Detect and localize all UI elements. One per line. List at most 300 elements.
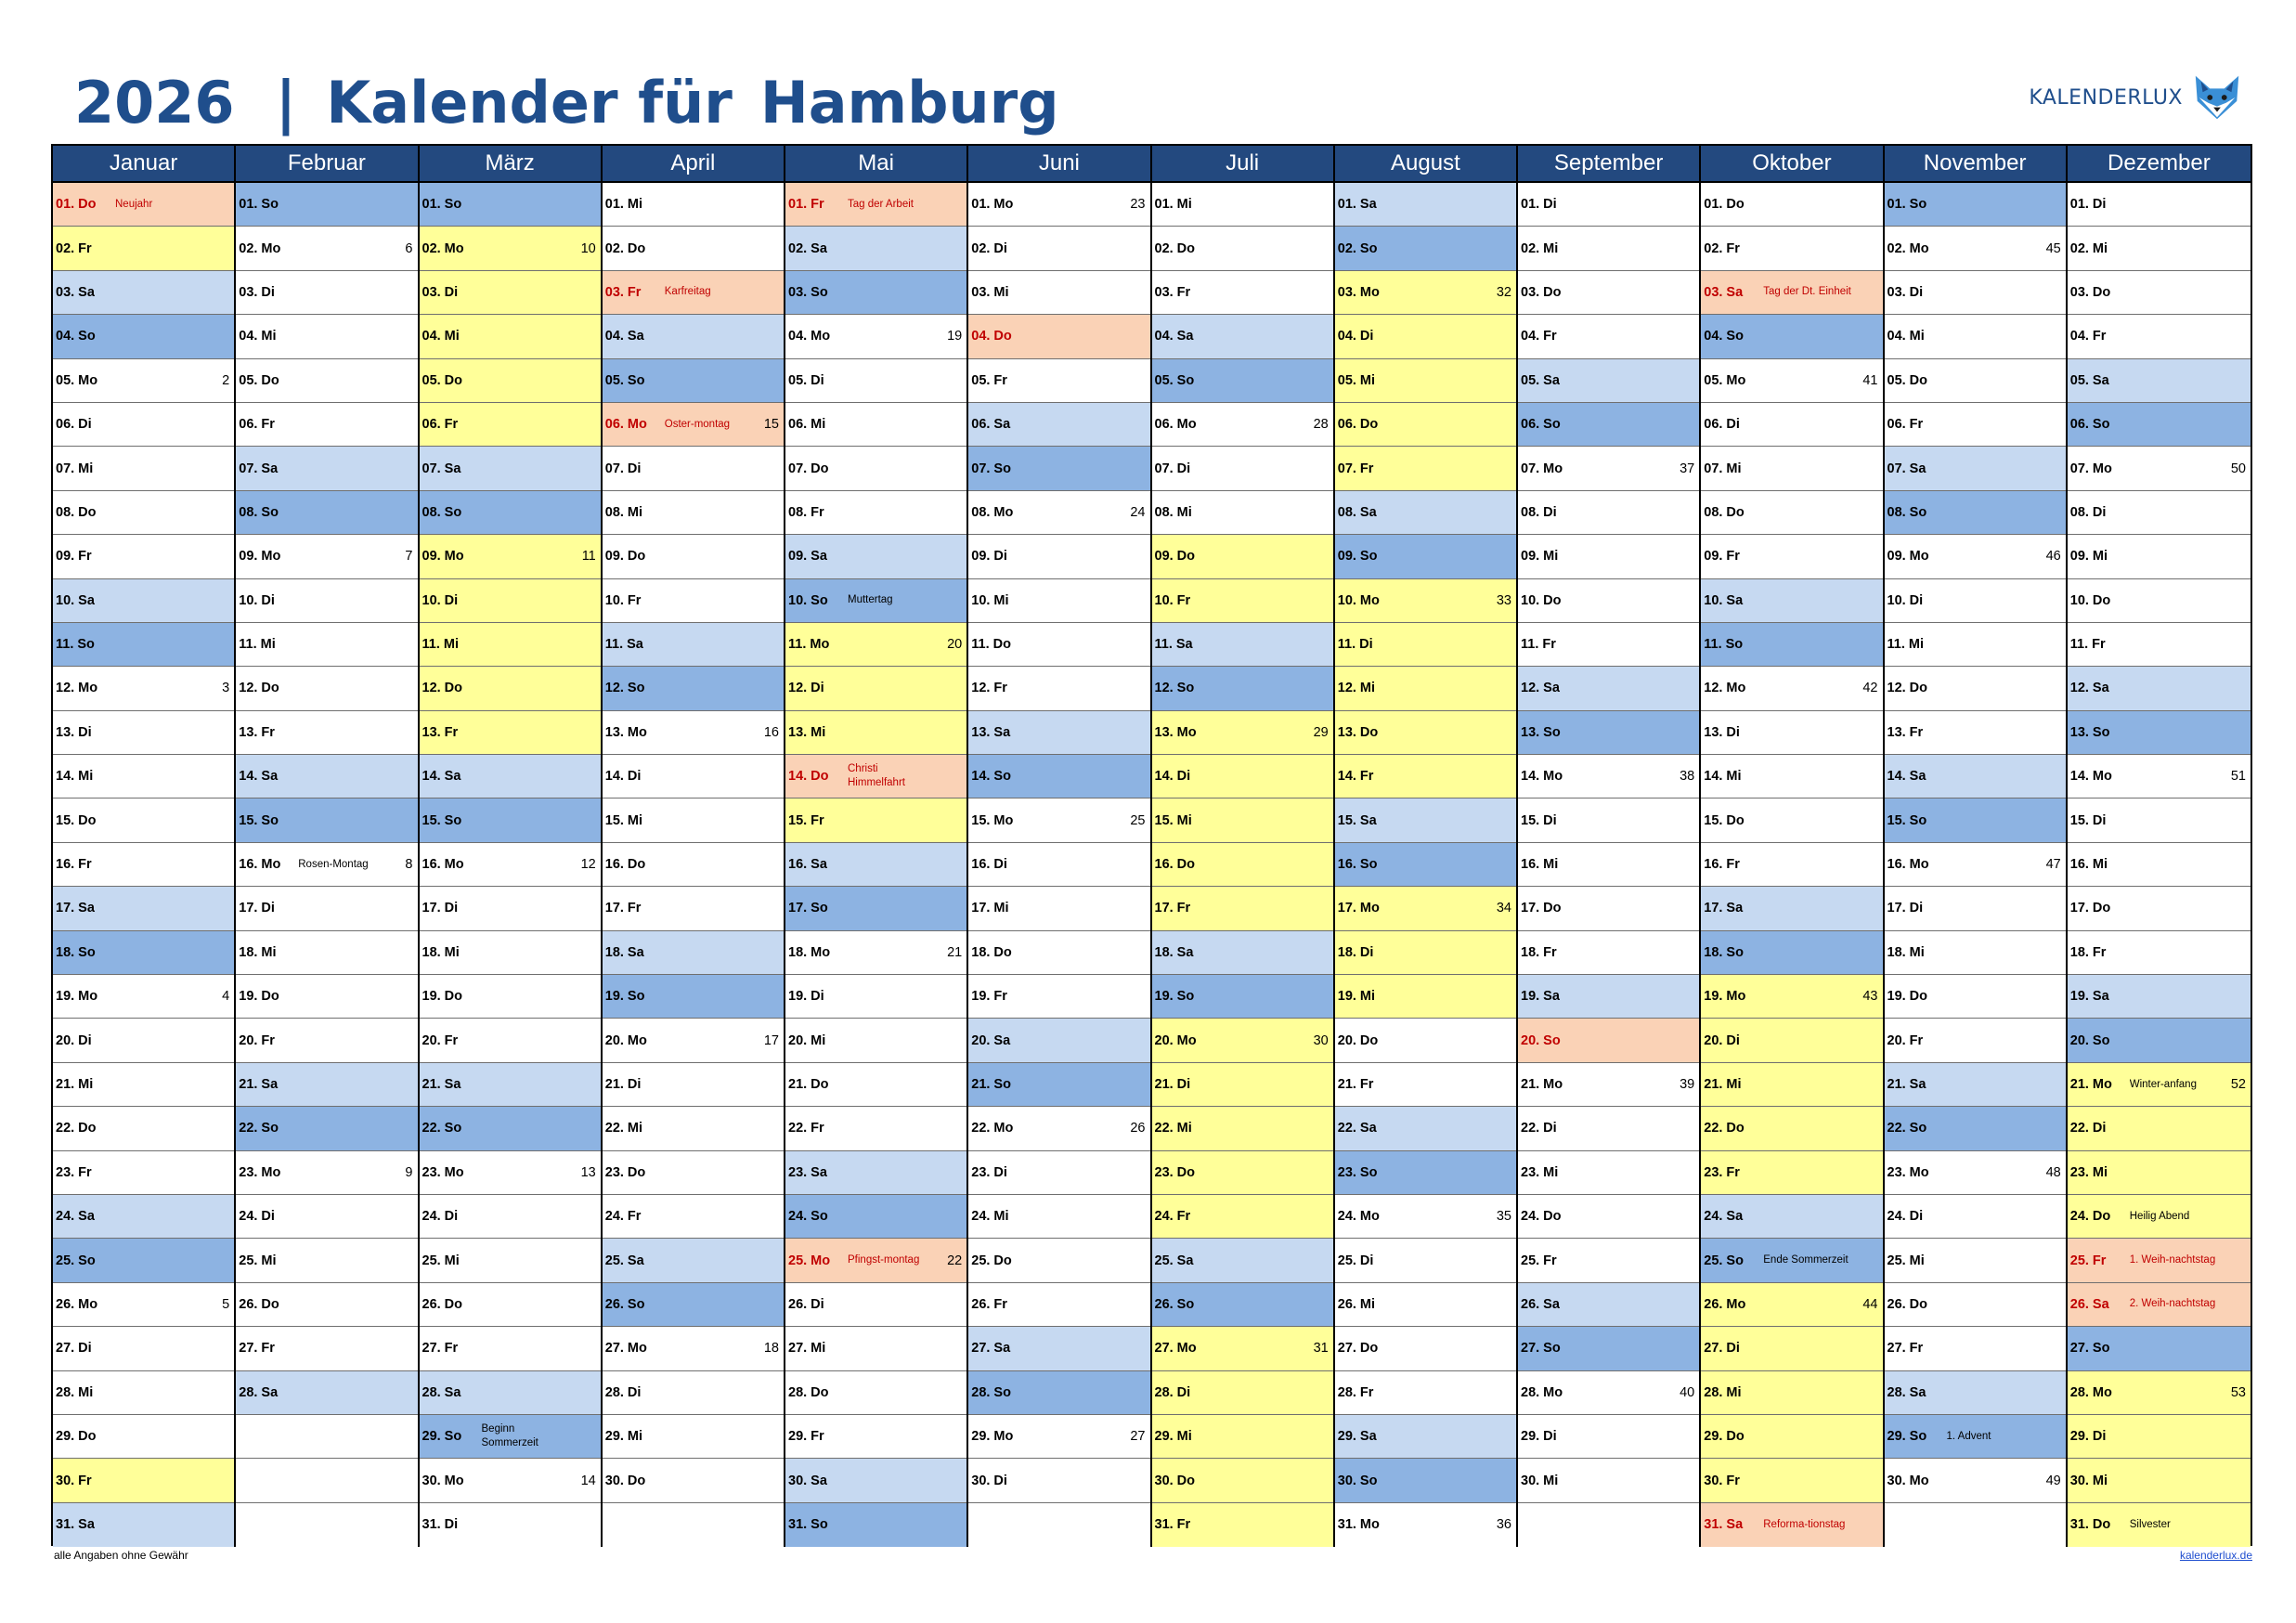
day-cell bbox=[968, 1195, 1149, 1239]
day-label: 07. Mo bbox=[1521, 461, 1563, 476]
day-label: 09. Mo bbox=[422, 549, 464, 565]
day-cell bbox=[785, 975, 966, 1019]
day-cell bbox=[1885, 799, 2066, 842]
day-label: 08. Di bbox=[1521, 504, 1557, 520]
day-cell bbox=[1885, 1063, 2066, 1107]
month-header: Mai bbox=[785, 146, 966, 183]
day-label: 23. Sa bbox=[788, 1164, 827, 1180]
day-label: 24. Sa bbox=[1704, 1209, 1744, 1225]
day-label: 29. Di bbox=[1521, 1429, 1557, 1445]
day-cell bbox=[1518, 1151, 1699, 1195]
day-cell bbox=[1701, 1415, 1882, 1459]
day-cell bbox=[420, 579, 601, 623]
day-cell bbox=[53, 1503, 234, 1547]
day-cell bbox=[420, 227, 601, 270]
day-label: 12. Sa bbox=[2069, 681, 2109, 696]
day-cell bbox=[420, 271, 601, 315]
day-cell bbox=[1335, 1063, 1516, 1107]
empty-day-cell bbox=[1518, 1503, 1699, 1547]
day-label: 05. So bbox=[604, 372, 645, 388]
day-label: 11. So bbox=[1704, 637, 1744, 653]
day-label: 30. Mo bbox=[1887, 1473, 1929, 1488]
day-label: 24. Di bbox=[1887, 1209, 1924, 1225]
day-label: 29. So bbox=[1887, 1429, 1927, 1445]
day-label: 15. Fr bbox=[788, 812, 824, 828]
week-number: 14 bbox=[580, 1473, 596, 1488]
day-label: 07. Fr bbox=[1337, 461, 1374, 476]
day-label: 02. Sa bbox=[788, 240, 827, 256]
day-cell bbox=[53, 403, 234, 447]
day-label: 02. Mo bbox=[1887, 240, 1929, 256]
day-cell bbox=[2068, 623, 2251, 667]
day-label: 03. Sa bbox=[56, 284, 95, 300]
day-label: 03. Di bbox=[422, 284, 459, 300]
day-cell bbox=[1701, 1151, 1882, 1195]
day-cell bbox=[785, 447, 966, 490]
day-label: 02. Do bbox=[1154, 240, 1196, 256]
page-title bbox=[74, 65, 1059, 139]
month-column-april bbox=[603, 146, 785, 1547]
day-label: 19. Fr bbox=[971, 989, 1007, 1005]
day-label: 15. So bbox=[422, 812, 462, 828]
day-label: 24. Mo bbox=[1337, 1209, 1380, 1225]
day-cell bbox=[1335, 183, 1516, 227]
day-label: 29. Do bbox=[1704, 1429, 1745, 1445]
day-label: 13. Fr bbox=[1887, 724, 1924, 740]
website-link[interactable]: kalenderlux.de bbox=[2179, 1549, 2252, 1562]
week-number: 31 bbox=[1313, 1341, 1329, 1357]
day-label: 04. Fr bbox=[1521, 329, 1557, 344]
day-label: 05. Sa bbox=[2069, 372, 2109, 388]
day-label: 16. Di bbox=[971, 857, 1007, 873]
day-cell bbox=[603, 755, 784, 799]
day-cell bbox=[1701, 623, 1882, 667]
day-cell bbox=[1152, 887, 1333, 930]
week-number: 43 bbox=[1862, 989, 1878, 1005]
day-label: 21. Mo bbox=[1521, 1077, 1563, 1092]
day-cell bbox=[603, 1415, 784, 1459]
day-label: 23. Do bbox=[604, 1164, 646, 1180]
day-cell bbox=[1152, 1063, 1333, 1107]
week-number: 19 bbox=[947, 329, 963, 344]
day-label: 23. Mo bbox=[1887, 1164, 1929, 1180]
week-number: 44 bbox=[1862, 1296, 1878, 1312]
day-cell bbox=[603, 667, 784, 710]
day-label: 02. Fr bbox=[56, 240, 92, 256]
day-label: 12. So bbox=[604, 681, 645, 696]
day-cell bbox=[236, 799, 417, 842]
day-cell bbox=[2068, 183, 2251, 227]
day-cell bbox=[420, 623, 601, 667]
day-cell bbox=[2068, 667, 2251, 710]
day-label: 08. Di bbox=[2069, 504, 2107, 520]
day-label: 27. Mo bbox=[604, 1341, 647, 1357]
day-cell bbox=[236, 315, 417, 358]
day-cell bbox=[236, 271, 417, 315]
day-label: 08. So bbox=[422, 504, 462, 520]
empty-day-cell bbox=[1885, 1503, 2066, 1547]
day-label: 14. Sa bbox=[422, 769, 461, 785]
day-label: 23. Mi bbox=[2069, 1164, 2108, 1180]
day-cell bbox=[1701, 975, 1882, 1019]
day-cell bbox=[785, 799, 966, 842]
day-label: 01. So bbox=[422, 197, 462, 213]
day-cell bbox=[1885, 1283, 2066, 1327]
day-label: 02. Do bbox=[604, 240, 646, 256]
day-cell bbox=[968, 1327, 1149, 1370]
day-label: 22. Do bbox=[56, 1121, 97, 1136]
day-cell bbox=[1518, 1371, 1699, 1415]
day-cell bbox=[1885, 711, 2066, 755]
day-cell bbox=[1152, 711, 1333, 755]
day-label: 13. So bbox=[2069, 724, 2110, 740]
day-cell bbox=[1701, 1459, 1882, 1502]
day-label: 11. Do bbox=[971, 637, 1011, 653]
day-cell bbox=[420, 887, 601, 930]
day-label: 06. Fr bbox=[239, 417, 275, 433]
day-label: 11. Sa bbox=[604, 637, 643, 653]
week-number: 33 bbox=[1496, 592, 1511, 608]
day-cell bbox=[236, 667, 417, 710]
day-cell bbox=[53, 667, 234, 710]
day-label: 10. Mi bbox=[971, 592, 1009, 608]
day-label: 28. Mi bbox=[56, 1384, 94, 1400]
day-cell bbox=[236, 623, 417, 667]
day-cell bbox=[785, 315, 966, 358]
day-label: 18. Sa bbox=[1154, 944, 1194, 960]
day-label: 02. Fr bbox=[1704, 240, 1740, 256]
day-cell bbox=[603, 359, 784, 403]
empty-day-cell bbox=[236, 1503, 417, 1547]
day-cell bbox=[1152, 1459, 1333, 1502]
day-label: 25. Mo bbox=[788, 1253, 831, 1268]
title-year: 2026 bbox=[74, 68, 235, 136]
day-cell bbox=[603, 799, 784, 842]
day-label: 29. Mo bbox=[971, 1429, 1014, 1445]
title-city: Hamburg bbox=[759, 68, 1059, 136]
day-label: 22. So bbox=[239, 1121, 279, 1136]
day-label: 19. Sa bbox=[2069, 989, 2109, 1005]
day-label: 16. So bbox=[1337, 857, 1378, 873]
day-cell bbox=[1335, 1283, 1516, 1327]
day-label: 23. Mi bbox=[1521, 1164, 1559, 1180]
day-cell bbox=[420, 711, 601, 755]
day-cell bbox=[785, 1415, 966, 1459]
day-cell bbox=[1152, 535, 1333, 578]
day-label: 05. Do bbox=[1887, 372, 1928, 388]
day-label: 06. Di bbox=[1704, 417, 1740, 433]
week-number: 37 bbox=[1680, 461, 1695, 476]
day-cell bbox=[1518, 403, 1699, 447]
day-cell bbox=[1701, 315, 1882, 358]
day-cell bbox=[1152, 843, 1333, 887]
day-label: 31. Do bbox=[2069, 1517, 2111, 1533]
day-label: 05. Di bbox=[788, 372, 824, 388]
day-label: 15. Mo bbox=[971, 812, 1014, 828]
day-cell bbox=[1518, 271, 1699, 315]
day-label: 20. So bbox=[1521, 1032, 1561, 1048]
day-label: 13. Mo bbox=[604, 724, 647, 740]
day-cell bbox=[420, 1239, 601, 1282]
day-cell bbox=[236, 1195, 417, 1239]
month-header: April bbox=[603, 146, 784, 183]
day-label: 13. Fr bbox=[422, 724, 459, 740]
day-label: 27. Sa bbox=[971, 1341, 1011, 1357]
day-label: 27. Di bbox=[56, 1341, 92, 1357]
day-label: 22. Di bbox=[2069, 1121, 2107, 1136]
day-cell bbox=[53, 1239, 234, 1282]
day-label: 27. Fr bbox=[1887, 1341, 1924, 1357]
day-label: 30. Fr bbox=[56, 1473, 92, 1488]
day-label: 02. Mi bbox=[1521, 240, 1559, 256]
week-number: 45 bbox=[2045, 240, 2061, 256]
day-label: 09. Sa bbox=[788, 549, 827, 565]
week-number: 29 bbox=[1313, 724, 1329, 740]
day-cell bbox=[420, 1283, 601, 1327]
day-note: 1. Advent bbox=[1946, 1430, 1991, 1442]
day-label: 04. Mo bbox=[788, 329, 831, 344]
day-label: 11. Fr bbox=[1521, 637, 1556, 653]
week-number: 20 bbox=[947, 637, 963, 653]
day-cell bbox=[236, 843, 417, 887]
day-cell bbox=[236, 1283, 417, 1327]
day-cell bbox=[603, 1327, 784, 1370]
day-cell bbox=[53, 1151, 234, 1195]
day-label: 22. Mo bbox=[971, 1121, 1014, 1136]
day-label: 12. Mi bbox=[1337, 681, 1376, 696]
day-label: 10. Do bbox=[1521, 592, 1562, 608]
day-cell bbox=[603, 1063, 784, 1107]
week-number: 27 bbox=[1130, 1429, 1146, 1445]
day-label: 12. Mo bbox=[56, 681, 98, 696]
day-cell bbox=[603, 1151, 784, 1195]
day-cell bbox=[1701, 271, 1882, 315]
day-cell bbox=[420, 1459, 601, 1502]
day-cell bbox=[2068, 1283, 2251, 1327]
day-label: 19. Do bbox=[239, 989, 279, 1005]
day-cell bbox=[1518, 447, 1699, 490]
day-label: 05. Do bbox=[422, 372, 463, 388]
day-cell bbox=[785, 931, 966, 975]
day-cell bbox=[1701, 183, 1882, 227]
week-number: 11 bbox=[581, 549, 596, 565]
day-label: 26. Do bbox=[422, 1296, 463, 1312]
day-cell bbox=[420, 1415, 601, 1459]
day-cell bbox=[1152, 1415, 1333, 1459]
day-cell bbox=[1885, 227, 2066, 270]
day-cell bbox=[2068, 1371, 2251, 1415]
week-number: 12 bbox=[580, 857, 596, 873]
day-label: 16. Mo bbox=[422, 857, 464, 873]
day-cell bbox=[968, 1459, 1149, 1502]
day-label: 28. Fr bbox=[1337, 1384, 1374, 1400]
day-cell bbox=[1518, 799, 1699, 842]
day-cell bbox=[1152, 931, 1333, 975]
day-cell bbox=[1885, 183, 2066, 227]
day-label: 25. Do bbox=[971, 1253, 1012, 1268]
day-label: 17. So bbox=[788, 901, 828, 916]
day-label: 26. Sa bbox=[1521, 1296, 1560, 1312]
day-label: 09. Mi bbox=[1521, 549, 1559, 565]
day-cell bbox=[53, 1195, 234, 1239]
day-cell bbox=[785, 843, 966, 887]
day-cell bbox=[968, 623, 1149, 667]
week-number: 9 bbox=[405, 1164, 413, 1180]
day-cell bbox=[1152, 359, 1333, 403]
day-cell bbox=[1885, 623, 2066, 667]
day-cell bbox=[1885, 887, 2066, 930]
day-cell bbox=[2068, 1459, 2251, 1502]
day-label: 14. Mi bbox=[1704, 769, 1742, 785]
day-label: 06. Di bbox=[56, 417, 92, 433]
day-label: 18. Mi bbox=[1887, 944, 1925, 960]
month-column-januar bbox=[53, 146, 236, 1547]
day-cell bbox=[53, 711, 234, 755]
day-label: 16. Do bbox=[1154, 857, 1196, 873]
day-cell bbox=[1885, 1459, 2066, 1502]
week-number: 23 bbox=[1130, 197, 1146, 213]
day-label: 05. Mo bbox=[1704, 372, 1746, 388]
day-label: 22. Mi bbox=[1154, 1121, 1192, 1136]
day-cell bbox=[2068, 975, 2251, 1019]
day-label: 27. So bbox=[2069, 1341, 2110, 1357]
day-cell bbox=[1701, 403, 1882, 447]
week-number: 32 bbox=[1496, 284, 1511, 300]
day-label: 25. Sa bbox=[1154, 1253, 1194, 1268]
day-cell bbox=[420, 1327, 601, 1370]
day-cell bbox=[1152, 1195, 1333, 1239]
day-cell bbox=[603, 623, 784, 667]
day-label: 05. Do bbox=[239, 372, 279, 388]
day-cell bbox=[968, 447, 1149, 490]
day-label: 28. Mo bbox=[2069, 1384, 2112, 1400]
day-label: 24. Fr bbox=[604, 1209, 642, 1225]
day-cell bbox=[1701, 447, 1882, 490]
day-cell bbox=[420, 1151, 601, 1195]
day-label: 14. Di bbox=[604, 769, 642, 785]
day-cell bbox=[1518, 1107, 1699, 1150]
day-label: 30. Mo bbox=[422, 1473, 464, 1488]
day-cell bbox=[1701, 579, 1882, 623]
day-label: 08. Mi bbox=[604, 504, 643, 520]
day-cell bbox=[53, 227, 234, 270]
day-cell bbox=[603, 1195, 784, 1239]
day-label: 17. Di bbox=[239, 901, 275, 916]
day-cell bbox=[2068, 579, 2251, 623]
day-cell bbox=[603, 1371, 784, 1415]
day-cell bbox=[1152, 315, 1333, 358]
day-label: 14. Di bbox=[1154, 769, 1191, 785]
day-label: 27. Mo bbox=[1154, 1341, 1197, 1357]
day-label: 04. Mi bbox=[1887, 329, 1925, 344]
day-label: 26. Di bbox=[788, 1296, 824, 1312]
day-cell bbox=[603, 1283, 784, 1327]
day-label: 27. Do bbox=[1337, 1341, 1379, 1357]
day-label: 01. Fr bbox=[788, 197, 824, 213]
day-cell bbox=[785, 1019, 966, 1062]
day-cell bbox=[2068, 1063, 2251, 1107]
day-label: 05. Mo bbox=[56, 372, 98, 388]
day-cell bbox=[785, 1063, 966, 1107]
day-label: 13. Do bbox=[1337, 724, 1379, 740]
day-label: 19. So bbox=[604, 989, 645, 1005]
day-note: Tag der Arbeit bbox=[848, 198, 914, 210]
day-label: 20. Mo bbox=[1154, 1032, 1197, 1048]
day-cell bbox=[1885, 359, 2066, 403]
day-label: 31. So bbox=[788, 1517, 828, 1533]
week-number: 13 bbox=[580, 1164, 596, 1180]
day-cell bbox=[420, 535, 601, 578]
day-cell bbox=[420, 667, 601, 710]
day-cell bbox=[236, 447, 417, 490]
day-cell bbox=[53, 1459, 234, 1502]
day-note: Reforma-tionstag bbox=[1763, 1518, 1846, 1530]
day-cell bbox=[420, 403, 601, 447]
day-label: 09. Fr bbox=[56, 549, 92, 565]
day-cell bbox=[1701, 755, 1882, 799]
day-label: 19. So bbox=[1154, 989, 1195, 1005]
day-label: 08. Do bbox=[1704, 504, 1745, 520]
day-cell bbox=[1152, 183, 1333, 227]
day-cell bbox=[1335, 1151, 1516, 1195]
month-header: November bbox=[1885, 146, 2066, 183]
day-cell bbox=[603, 711, 784, 755]
day-cell bbox=[2068, 887, 2251, 930]
day-label: 23. Mo bbox=[422, 1164, 464, 1180]
day-label: 20. Di bbox=[56, 1032, 92, 1048]
day-label: 04. Di bbox=[1337, 329, 1374, 344]
day-label: 03. Di bbox=[1887, 284, 1924, 300]
day-cell bbox=[785, 535, 966, 578]
day-label: 28. Di bbox=[1154, 1384, 1191, 1400]
day-cell bbox=[236, 1327, 417, 1370]
day-label: 17. Do bbox=[2069, 901, 2111, 916]
day-note: 1. Weih-nachtstag bbox=[2129, 1254, 2216, 1266]
day-label: 16. Mo bbox=[1887, 857, 1929, 873]
day-cell bbox=[53, 315, 234, 358]
day-cell bbox=[1518, 975, 1699, 1019]
day-cell bbox=[236, 579, 417, 623]
day-label: 26. Sa bbox=[2069, 1296, 2109, 1312]
day-cell bbox=[2068, 1019, 2251, 1062]
title-separator: | bbox=[275, 68, 297, 136]
day-cell bbox=[785, 1107, 966, 1150]
day-label: 07. Sa bbox=[1887, 461, 1926, 476]
day-label: 20. Mo bbox=[604, 1032, 647, 1048]
day-cell bbox=[1335, 1459, 1516, 1502]
day-note: Beginn Sommerzeit bbox=[481, 1423, 538, 1449]
day-label: 14. Sa bbox=[1887, 769, 1926, 785]
day-cell bbox=[1518, 1415, 1699, 1459]
day-label: 02. Di bbox=[971, 240, 1007, 256]
year-calendar-grid bbox=[51, 144, 2252, 1546]
day-label: 25. So bbox=[1704, 1253, 1744, 1268]
day-label: 11. Fr bbox=[2069, 637, 2106, 653]
day-cell bbox=[1885, 1415, 2066, 1459]
day-label: 04. So bbox=[56, 329, 96, 344]
month-column-juni bbox=[968, 146, 1151, 1547]
day-cell bbox=[2068, 1327, 2251, 1370]
day-label: 28. Di bbox=[604, 1384, 642, 1400]
day-label: 10. Sa bbox=[56, 592, 95, 608]
day-label: 25. Di bbox=[1337, 1253, 1374, 1268]
day-cell bbox=[53, 359, 234, 403]
day-cell bbox=[603, 315, 784, 358]
day-cell bbox=[236, 403, 417, 447]
day-label: 20. Fr bbox=[1887, 1032, 1924, 1048]
day-label: 15. Mi bbox=[604, 812, 643, 828]
day-label: 11. Mi bbox=[422, 637, 459, 653]
